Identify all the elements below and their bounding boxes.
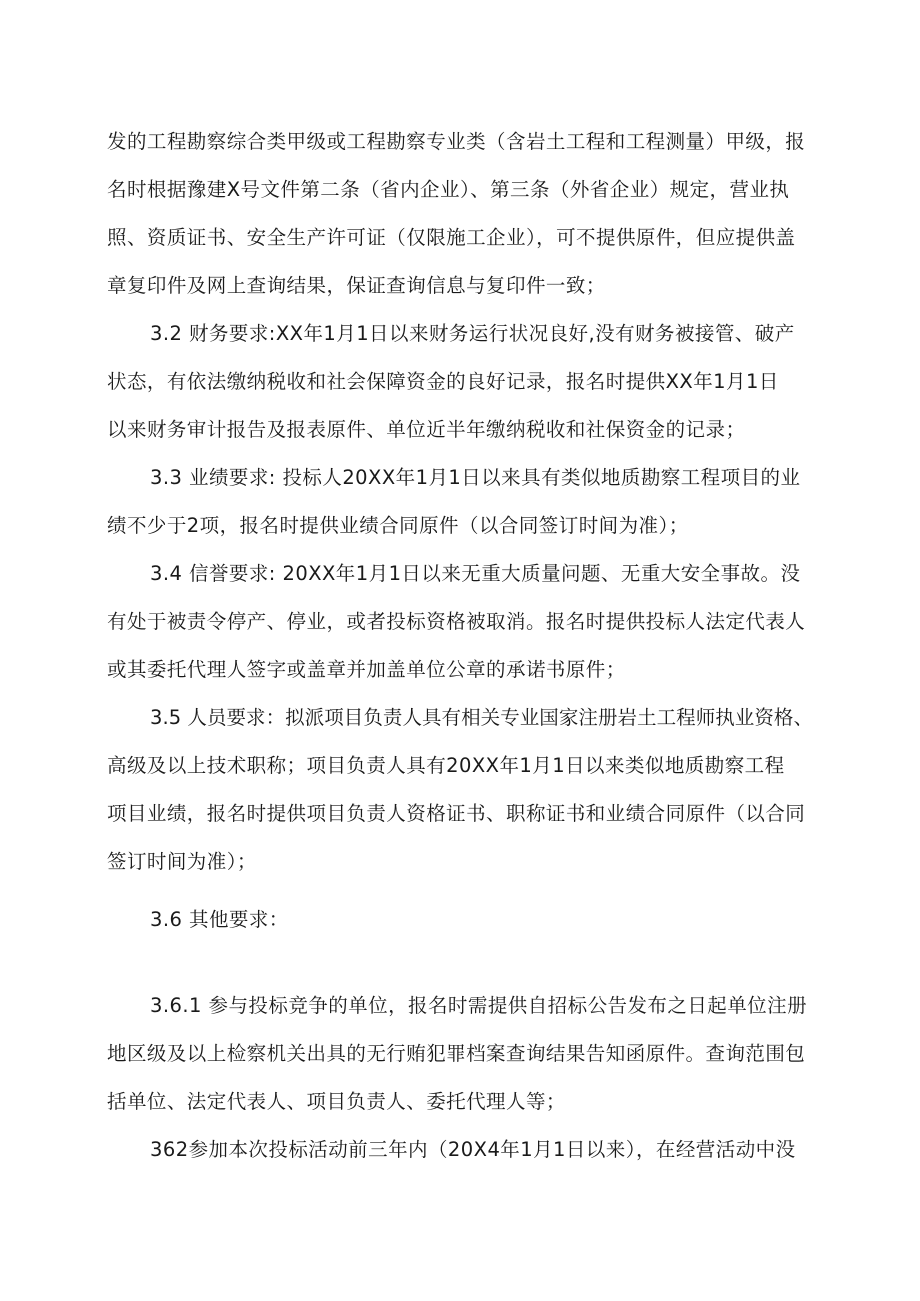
text-line: 章复印件及网上查询结果，保证查询信息与复印件一致； xyxy=(107,274,606,297)
text-line: 高级及以上技术职称；项目负责人具有20XX年1月1日以来类似地质勘察工程 xyxy=(107,754,785,777)
text-line: 3.2 财务要求:XX年1月1日以来财务运行状况良好,没有财务被接管、破产 xyxy=(150,322,795,345)
text-line: 地区级及以上检察机关出具的无行贿犯罪档案查询结果告知函原件。查询范围包 xyxy=(107,1042,806,1065)
text-line: 3.4 信誉要求: 20XX年1月1日以来无重大质量问题、无重大安全事故。没 xyxy=(150,562,801,585)
text-line: 项目业绩，报名时提供项目负责人资格证书、职称证书和业绩合同原件（以合同 xyxy=(107,802,806,825)
text-line: 3.6.1 参与投标竞争的单位，报名时需提供自招标公告发布之日起单位注册 xyxy=(150,994,808,1017)
text-line: 括单位、法定代表人、项目负责人、委托代理人等； xyxy=(107,1090,566,1113)
text-line: 有处于被责令停产、停业，或者投标资格被取消。报名时提供投标人法定代表人 xyxy=(107,610,806,633)
section-heading: 3.6 其他要求： xyxy=(150,908,289,931)
text-line: 照、资质证书、安全生产许可证（仅限施工企业），可不提供原件，但应提供盖 xyxy=(107,226,796,249)
text-line: 362参加本次投标活动前三年内（20X4年1月1日以来），在经营活动中没 xyxy=(150,1138,796,1161)
text-line: 绩不少于2项，报名时提供业绩合同原件（以合同签订时间为准）； xyxy=(107,514,689,537)
text-line: 3.5 人员要求：拟派项目负责人具有相关专业国家注册岩土工程师执业资格、 xyxy=(150,706,814,729)
text-line: 签订时间为准）； xyxy=(107,850,257,873)
text-line: 3.3 业绩要求: 投标人20XX年1月1日以来具有类似地质勘察工程项目的业 xyxy=(150,466,801,489)
text-line: 发的工程勘察综合类甲级或工程勘察专业类（含岩土工程和工程测量）甲级，报 xyxy=(107,130,806,153)
text-line: 或其委托代理人签字或盖章并加盖单位公章的承诺书原件； xyxy=(107,658,626,681)
text-line: 状态，有依法缴纳税收和社会保障资金的良好记录，报名时提供XX年1月1日 xyxy=(107,370,779,393)
text-line: 以来财务审计报告及报表原件、单位近半年缴纳税收和社保资金的记录； xyxy=(107,418,746,441)
text-line: 名时根据豫建X号文件第二条（省内企业）、第三条（外省企业）规定，营业执 xyxy=(107,178,790,201)
